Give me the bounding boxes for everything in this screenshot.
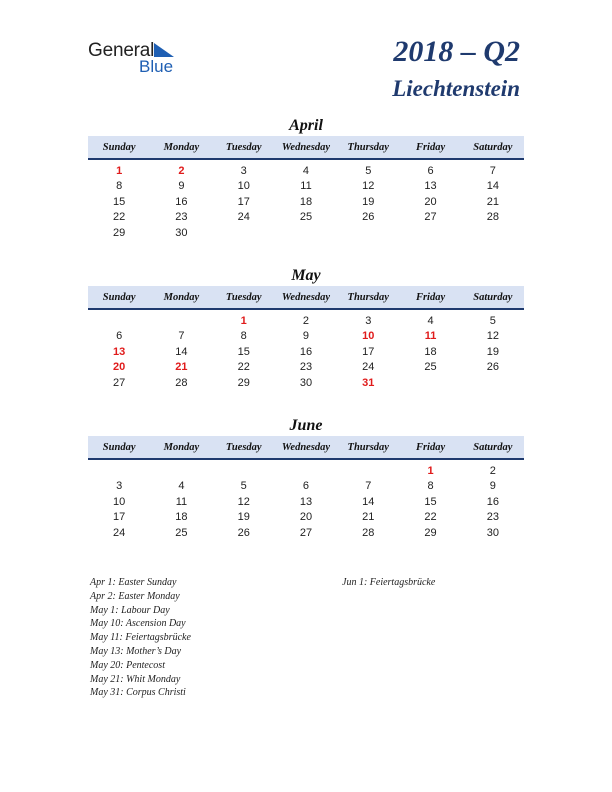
week-row xyxy=(88,360,524,376)
week-row xyxy=(88,329,524,345)
day-cell: 6 xyxy=(427,164,434,177)
holiday-notes-right xyxy=(342,576,435,590)
holiday-note: May 11: Feiertagsbrücke xyxy=(90,632,191,644)
day-cell: 10 xyxy=(237,180,250,193)
day-cell: 5 xyxy=(489,314,496,327)
day-cell: 6 xyxy=(302,480,310,493)
month-name: April xyxy=(289,117,323,134)
holiday-note: Jun 1: Feiertagsbrücke xyxy=(342,577,436,588)
holiday-note: May 20: Pentecost xyxy=(90,659,165,671)
day-cell: 21 xyxy=(175,361,188,374)
day-cell: 17 xyxy=(362,345,375,358)
country-name: Liechtenstein xyxy=(392,76,520,101)
day-cell: 28 xyxy=(175,376,188,389)
day-cell: 9 xyxy=(302,330,310,343)
day-cell: 27 xyxy=(113,376,126,389)
day-cell: 23 xyxy=(299,361,313,374)
weekday-label: Thursday xyxy=(347,441,389,453)
day-cell: 17 xyxy=(237,195,250,208)
weekday-label: Thursday xyxy=(347,141,389,153)
day-cell: 17 xyxy=(113,511,126,524)
weekday-label: Saturday xyxy=(473,291,513,303)
day-cell: 13 xyxy=(424,180,437,193)
holiday-note: Apr 2: Easter Monday xyxy=(90,590,180,602)
week-row xyxy=(88,510,524,526)
month-name: May xyxy=(291,267,321,284)
day-cell: 16 xyxy=(486,495,499,508)
day-cell: 1 xyxy=(427,464,434,477)
day-cell: 14 xyxy=(175,345,188,358)
day-cell: 20 xyxy=(424,195,437,208)
day-cell: 7 xyxy=(489,164,496,177)
day-cell: 27 xyxy=(424,211,437,224)
day-cell: 18 xyxy=(299,195,313,208)
day-cell: 23 xyxy=(486,511,499,524)
day-cell: 20 xyxy=(299,511,313,524)
holiday-note: May 1: Labour Day xyxy=(90,604,170,616)
weekday-label: Tuesday xyxy=(225,141,262,153)
logo xyxy=(88,40,188,76)
weekday-label: Sunday xyxy=(102,291,136,303)
weekday-label: Sunday xyxy=(102,141,136,153)
day-cell: 19 xyxy=(237,511,250,524)
day-cell: 28 xyxy=(486,211,499,224)
day-cell: 14 xyxy=(362,495,375,508)
day-cell: 10 xyxy=(113,495,126,508)
weekday-label: Monday xyxy=(163,141,200,153)
day-cell: 25 xyxy=(299,211,313,224)
day-cell: 12 xyxy=(486,330,499,343)
day-cell: 9 xyxy=(178,180,185,193)
day-cell: 4 xyxy=(302,164,310,177)
day-cell: 28 xyxy=(362,526,375,539)
day-cell: 19 xyxy=(486,345,499,358)
day-cell: 8 xyxy=(427,480,434,493)
week-row xyxy=(88,210,524,226)
day-cell: 11 xyxy=(175,495,188,508)
day-cell: 23 xyxy=(175,211,188,224)
day-cell: 7 xyxy=(178,330,185,343)
day-cell: 22 xyxy=(113,211,126,224)
weekday-label: Sunday xyxy=(102,441,136,453)
day-cell: 5 xyxy=(365,164,372,177)
day-cell: 26 xyxy=(362,211,375,224)
page-title: 2018 – Q2 xyxy=(393,35,520,68)
holiday-note: May 31: Corpus Christi xyxy=(90,687,186,699)
week-row xyxy=(88,313,524,329)
day-cell: 8 xyxy=(240,330,247,343)
weekday-header xyxy=(88,436,524,460)
weekday-label: Monday xyxy=(163,441,200,453)
day-cell: 29 xyxy=(424,526,437,539)
weekday-label: Thursday xyxy=(347,291,389,303)
day-cell: 22 xyxy=(237,361,250,374)
weekday-label: Wednesday xyxy=(281,141,331,153)
day-cell: 4 xyxy=(427,314,434,327)
day-cell: 15 xyxy=(237,345,250,358)
day-cell: 15 xyxy=(424,495,437,508)
day-cell: 25 xyxy=(424,361,437,374)
weekday-label: Saturday xyxy=(473,141,513,153)
day-cell: 2 xyxy=(489,464,496,477)
weekday-label: Friday xyxy=(415,291,446,303)
holiday-note: May 21: Whit Monday xyxy=(90,673,181,685)
day-cell: 10 xyxy=(362,330,375,343)
day-cell: 3 xyxy=(240,164,247,177)
day-cell: 1 xyxy=(116,164,123,177)
weekday-label: Monday xyxy=(163,291,200,303)
day-cell: 18 xyxy=(424,345,437,358)
month-april xyxy=(88,116,524,241)
weekday-label: Tuesday xyxy=(225,441,262,453)
day-cell: 16 xyxy=(175,195,188,208)
day-cell: 31 xyxy=(362,376,375,389)
holiday-notes-left xyxy=(90,576,191,700)
weekday-label: Friday xyxy=(415,141,446,153)
day-cell: 30 xyxy=(486,526,499,539)
weekday-header xyxy=(88,286,524,310)
day-cell: 24 xyxy=(113,526,126,539)
day-cell: 19 xyxy=(362,195,375,208)
week-row xyxy=(88,525,524,541)
day-cell: 15 xyxy=(113,195,126,208)
holiday-note: Apr 1: Easter Sunday xyxy=(90,577,177,588)
day-cell: 27 xyxy=(299,526,313,539)
day-cell: 3 xyxy=(365,314,372,327)
weekday-label: Tuesday xyxy=(225,291,262,303)
day-cell: 3 xyxy=(116,480,123,493)
week-row xyxy=(88,344,524,360)
month-name: June xyxy=(289,417,323,434)
day-cell: 24 xyxy=(362,361,375,374)
day-cell: 30 xyxy=(175,226,188,239)
logo-general-text: General xyxy=(88,40,155,61)
week-row xyxy=(88,463,524,479)
day-cell: 7 xyxy=(365,480,372,493)
day-cell: 16 xyxy=(299,345,313,358)
week-row xyxy=(88,375,524,391)
week-row xyxy=(88,194,524,210)
holiday-note: May 13: Mother’s Day xyxy=(90,645,182,657)
month-june xyxy=(88,416,524,541)
day-cell: 22 xyxy=(424,511,437,524)
day-cell: 2 xyxy=(178,164,185,177)
week-row xyxy=(88,163,524,179)
day-cell: 11 xyxy=(424,330,437,343)
day-cell: 6 xyxy=(116,330,123,343)
weekday-label: Wednesday xyxy=(281,441,331,453)
weekday-label: Friday xyxy=(415,441,446,453)
day-cell: 26 xyxy=(237,526,250,539)
logo-blue-text: Blue xyxy=(139,57,174,76)
day-cell: 4 xyxy=(178,480,185,493)
day-cell: 12 xyxy=(237,495,250,508)
day-cell: 5 xyxy=(240,480,247,493)
day-cell: 18 xyxy=(175,511,188,524)
week-row xyxy=(88,179,524,195)
day-cell: 14 xyxy=(486,180,499,193)
weekday-header xyxy=(88,136,524,160)
week-row xyxy=(88,225,524,241)
day-cell: 21 xyxy=(486,195,499,208)
holiday-note: May 10: Ascension Day xyxy=(90,618,186,630)
week-row xyxy=(88,479,524,495)
day-cell: 8 xyxy=(116,180,123,193)
day-cell: 13 xyxy=(113,345,126,358)
day-cell: 2 xyxy=(302,314,310,327)
day-cell: 26 xyxy=(486,361,499,374)
day-cell: 1 xyxy=(240,314,247,327)
day-cell: 24 xyxy=(237,211,250,224)
day-cell: 25 xyxy=(175,526,188,539)
day-cell: 29 xyxy=(237,376,250,389)
day-cell: 13 xyxy=(299,495,313,508)
month-may xyxy=(88,266,524,391)
day-cell: 21 xyxy=(362,511,375,524)
day-cell: 11 xyxy=(300,180,312,193)
day-cell: 29 xyxy=(113,226,126,239)
day-cell: 30 xyxy=(299,376,313,389)
weekday-label: Saturday xyxy=(473,441,513,453)
day-cell: 20 xyxy=(113,361,126,374)
week-row xyxy=(88,494,524,510)
day-cell: 12 xyxy=(362,180,375,193)
day-cell: 9 xyxy=(489,480,496,493)
weekday-label: Wednesday xyxy=(281,291,331,303)
